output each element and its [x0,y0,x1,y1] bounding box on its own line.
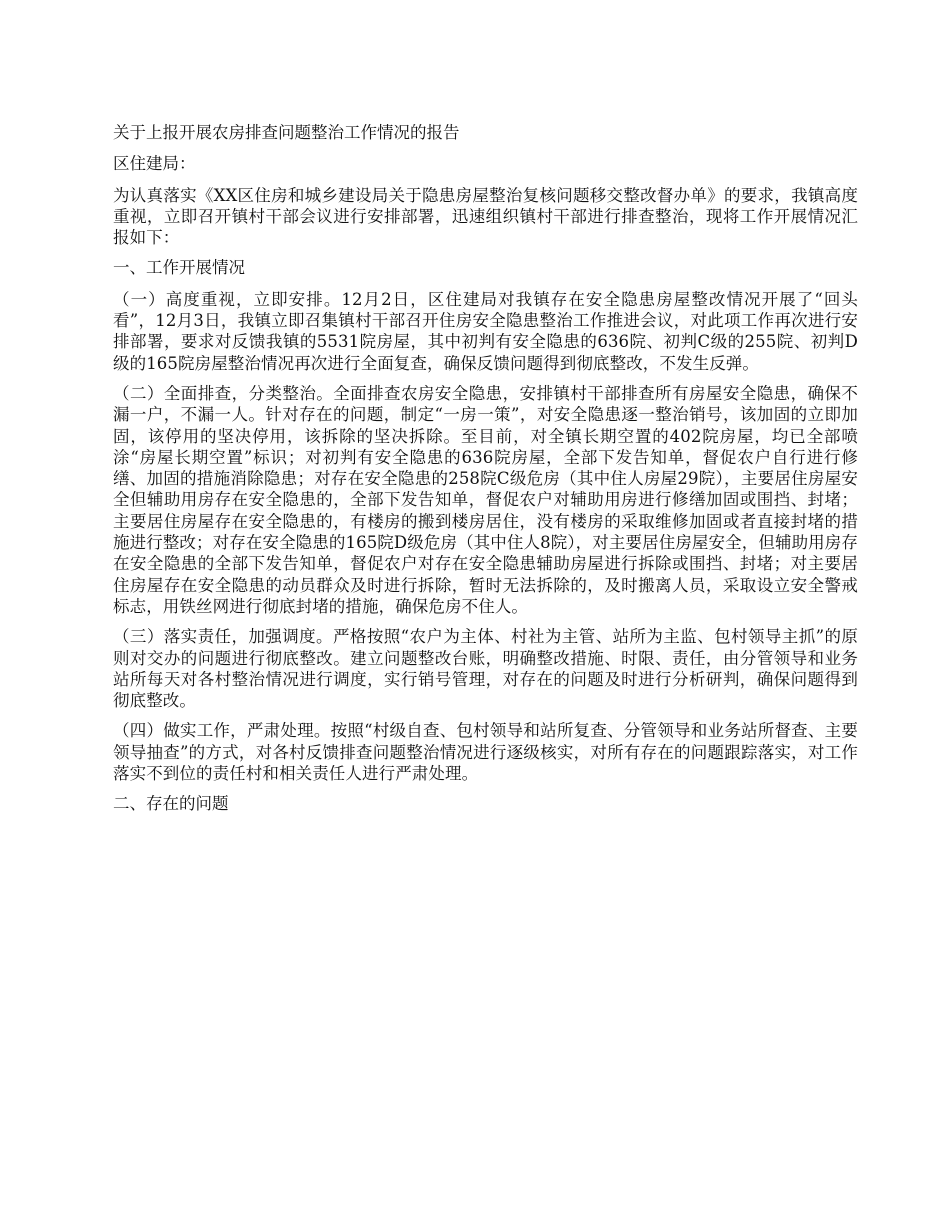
section-heading-work-progress: 一、工作开展情况 [113,258,245,278]
document-page [113,122,858,825]
salutation: 区住建局： [113,154,196,174]
paragraph-high-attention: （一）高度重视，立即安排。12月2日，区住建局对我镇存在安全隐患房屋整改情况开展了“回头看”，12月3日，我镇立即召集镇村干部召开住房安全隐患整治工作推进会议，对此项工作再次进行安排部署，要求对反馈我镇的5531院房屋，其中初判有安全隐患的636院、初判C级的255院、初判D级的165院房屋整治情况再次进行全面复查，确保反馈问题得到彻底整改，不发生反弹。 [113,289,858,373]
intro-paragraph: 为认真落实《XX区住房和城乡建设局关于隐患房屋整治复核问题移交整改督办单》的要求，我镇高度重视，立即召开镇村干部会议进行安排部署，迅速组织镇村干部进行排查整治，现将工作开展情况汇报如下： [113,185,858,248]
document-title: 关于上报开展农房排查问题整治工作情况的报告 [113,123,460,142]
section-heading-existing-problems: 二、存在的问题 [113,794,229,814]
paragraph-full-investigation: （二）全面排查，分类整治。全面排查农房安全隐患，安排镇村干部排查所有房屋安全隐患，确保不漏一户，不漏一人。针对存在的问题，制定“一房一策”，对安全隐患逐一整治销号，该加固的立即加固，该停用的坚决停用，该拆除的坚决拆除。至目前，对全镇长期空置的402院房屋，均已全部喷涂“房屋长期空置”标识；对初判有安全隐患的636院房屋，全部下发告知单，督促农户自行进行修缮、加固的措施消除隐患；对存在安全隐患的258院C级危房（其中住人房屋29院），主要居住房屋安全但辅助用房存在安全隐患的，全部下发告知单，督促农户对辅助用房进行修缮加固或围挡、封堵；主要居住房屋存在安全隐患的，有楼房的搬到楼房居住，没有楼房的采取维修加固或者直接封堵的措施进行整改；对存在安全隐患的165院D级危房（其中住人8院），对主要居住房屋安全，但辅助用房存在安全隐患的全部下发告知单，督促农户对存在安全隐患辅助房屋进行拆除或围挡、封堵；对主要居住房屋存在安全隐患的动员群众及时进行拆除，暂时无法拆除的，及时搬离人员，采取设立安全警戒标志，用铁丝网进行彻底封堵的措施，确保危房不住人。 [113,383,858,616]
paragraph-responsibility: （三）落实责任，加强调度。严格按照“农户为主体、村社为主管、站所为主监、包村领导主抓”的原则对交办的问题进行彻底整改。建立问题整改台账，明确整改措施、时限、责任，由分管领导和业务站所每天对各村整治情况进行调度，实行销号管理，对存在的问题及时进行分析研判，确保问题得到彻底整改。 [113,627,858,711]
paragraph-strict-handling: （四）做实工作，严肃处理。按照“村级自查、包村领导和站所复查、分管领导和业务站所督查、主要领导抽查”的方式，对各村反馈排查问题整治情况进行逐级核实，对所有存在的问题跟踪落实，对工作落实不到位的责任村和相关责任人进行严肃处理。 [113,721,858,784]
